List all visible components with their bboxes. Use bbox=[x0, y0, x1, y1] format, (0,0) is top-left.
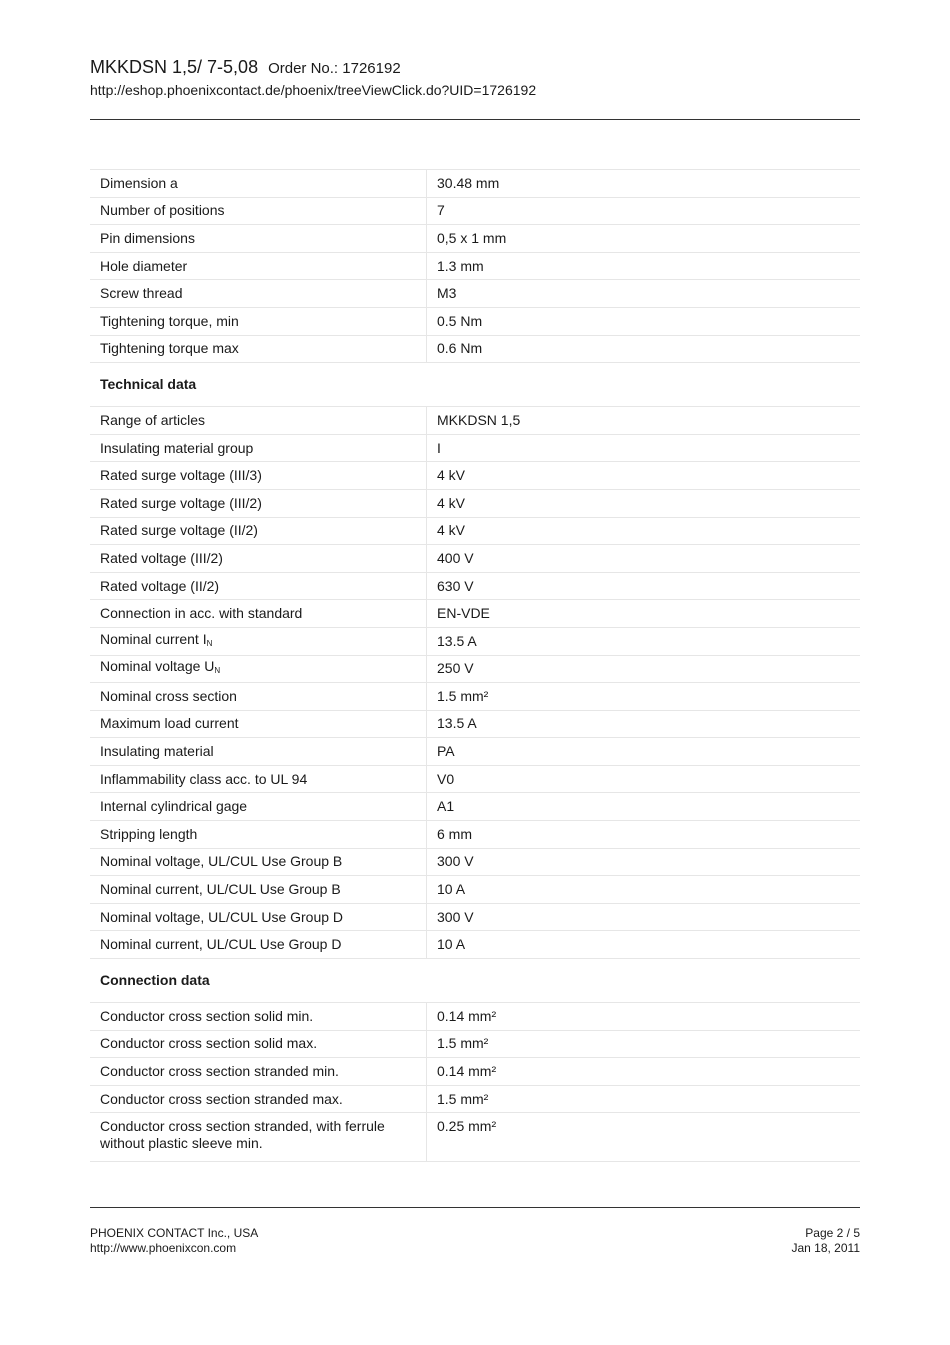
row-label: Conductor cross section solid max. bbox=[90, 1030, 427, 1058]
row-label: Rated surge voltage (III/2) bbox=[90, 489, 427, 517]
row-value: 400 V bbox=[427, 545, 861, 573]
table-row bbox=[90, 434, 860, 462]
row-label: Tightening torque max bbox=[90, 335, 427, 363]
row-value: 0.5 Nm bbox=[427, 307, 861, 335]
page-header bbox=[90, 56, 860, 99]
row-label: Pin dimensions bbox=[90, 225, 427, 253]
nominal-current-label: Nominal current I bbox=[100, 630, 207, 647]
table-row bbox=[90, 252, 860, 280]
row-value: I bbox=[427, 434, 861, 462]
row-label: Nominal current, UL/CUL Use Group D bbox=[90, 931, 427, 959]
row-value: 300 V bbox=[427, 848, 861, 876]
table-row bbox=[90, 1058, 860, 1086]
table-row bbox=[90, 710, 860, 738]
company-website[interactable]: http://www.phoenixcon.com bbox=[90, 1241, 237, 1255]
row-label: Inflammability class acc. to UL 94 bbox=[90, 765, 427, 793]
company-name: PHOENIX CONTACT Inc., USA bbox=[90, 1226, 259, 1240]
row-label: Nominal current, UL/CUL Use Group B bbox=[90, 876, 427, 904]
technical-data-table bbox=[90, 406, 860, 959]
table-row bbox=[90, 627, 860, 655]
row-value: EN-VDE bbox=[427, 600, 861, 628]
title-line bbox=[90, 56, 860, 80]
table-row bbox=[90, 545, 860, 573]
row-value: PA bbox=[427, 738, 861, 766]
row-value: 630 V bbox=[427, 572, 861, 600]
row-label: Dimension a bbox=[90, 170, 427, 198]
table-row bbox=[90, 517, 860, 545]
row-label bbox=[90, 655, 427, 683]
table-row bbox=[90, 848, 860, 876]
row-value: 0.14 mm² bbox=[427, 1003, 861, 1031]
table-row bbox=[90, 821, 860, 849]
table-row bbox=[90, 489, 860, 517]
row-value: 10 A bbox=[427, 931, 861, 959]
row-label: Maximum load current bbox=[90, 710, 427, 738]
row-label: Nominal voltage, UL/CUL Use Group D bbox=[90, 903, 427, 931]
table-row bbox=[90, 931, 860, 959]
footer-left bbox=[90, 1226, 258, 1256]
row-label: Conductor cross section stranded, with ferrule without plastic sleeve min. bbox=[90, 1113, 427, 1162]
table-row bbox=[90, 1003, 860, 1031]
row-value: 10 A bbox=[427, 876, 861, 904]
row-label: Conductor cross section stranded min. bbox=[90, 1058, 427, 1086]
row-value: M3 bbox=[427, 280, 861, 308]
table-row bbox=[90, 407, 860, 435]
table-row bbox=[90, 225, 860, 253]
table-row bbox=[90, 1085, 860, 1113]
table-row bbox=[90, 683, 860, 711]
row-label: Rated voltage (III/2) bbox=[90, 545, 427, 573]
table-row bbox=[90, 765, 860, 793]
row-value: 0.25 mm² bbox=[427, 1113, 861, 1162]
table-row bbox=[90, 170, 860, 198]
table-row bbox=[90, 876, 860, 904]
nominal-voltage-label: Nominal voltage U bbox=[100, 658, 215, 675]
row-label: Number of positions bbox=[90, 197, 427, 225]
product-url[interactable]: http://eshop.phoenixcontact.de/phoenix/treeViewClick.do?UID=1726192 bbox=[90, 82, 537, 98]
table-row bbox=[90, 655, 860, 683]
row-label: Insulating material group bbox=[90, 434, 427, 462]
row-value: 4 kV bbox=[427, 489, 861, 517]
row-value: 300 V bbox=[427, 903, 861, 931]
row-value: 250 V bbox=[427, 655, 861, 683]
section-title-connection: Connection data bbox=[100, 972, 210, 989]
row-value: 7 bbox=[427, 197, 861, 225]
row-label: Rated surge voltage (III/3) bbox=[90, 462, 427, 490]
row-value: 13.5 A bbox=[427, 627, 861, 655]
row-value: 1.3 mm bbox=[427, 252, 861, 280]
row-label: Stripping length bbox=[90, 821, 427, 849]
table-row bbox=[90, 1113, 860, 1162]
table-row bbox=[90, 197, 860, 225]
header-divider bbox=[90, 119, 860, 120]
row-label bbox=[90, 627, 427, 655]
section-title-technical: Technical data bbox=[100, 376, 197, 393]
row-label: Insulating material bbox=[90, 738, 427, 766]
table-row bbox=[90, 572, 860, 600]
table-row bbox=[90, 793, 860, 821]
row-value: 0,5 x 1 mm bbox=[427, 225, 861, 253]
page-number: Page 2 / 5 bbox=[805, 1226, 860, 1240]
footer-right bbox=[791, 1226, 860, 1256]
row-value: 30.48 mm bbox=[427, 170, 861, 198]
row-value: 4 kV bbox=[427, 462, 861, 490]
subscript: N bbox=[214, 666, 221, 676]
table-row bbox=[90, 307, 860, 335]
row-value: 0.6 Nm bbox=[427, 335, 861, 363]
row-label: Range of articles bbox=[90, 407, 427, 435]
row-label: Conductor cross section solid min. bbox=[90, 1003, 427, 1031]
table-row bbox=[90, 280, 860, 308]
row-value: 1.5 mm² bbox=[427, 683, 861, 711]
row-label: Conductor cross section stranded max. bbox=[90, 1085, 427, 1113]
row-label: Rated surge voltage (II/2) bbox=[90, 517, 427, 545]
row-label: Nominal cross section bbox=[90, 683, 427, 711]
row-label: Hole diameter bbox=[90, 252, 427, 280]
row-label: Connection in acc. with standard bbox=[90, 600, 427, 628]
row-label: Rated voltage (II/2) bbox=[90, 572, 427, 600]
footer-divider bbox=[90, 1207, 860, 1208]
row-value: 1.5 mm² bbox=[427, 1085, 861, 1113]
row-label: Nominal voltage, UL/CUL Use Group B bbox=[90, 848, 427, 876]
table-row bbox=[90, 600, 860, 628]
row-label: Tightening torque, min bbox=[90, 307, 427, 335]
table-row bbox=[90, 335, 860, 363]
row-value: 1.5 mm² bbox=[427, 1030, 861, 1058]
row-value: 13.5 A bbox=[427, 710, 861, 738]
dimensions-table bbox=[90, 169, 860, 363]
table-row bbox=[90, 462, 860, 490]
table-row bbox=[90, 1030, 860, 1058]
spec-content bbox=[90, 169, 860, 1162]
table-row bbox=[90, 903, 860, 931]
row-value: 4 kV bbox=[427, 517, 861, 545]
row-value: A1 bbox=[427, 793, 861, 821]
connection-data-table bbox=[90, 1002, 860, 1162]
product-name: MKKDSN 1,5/ 7-5,08 bbox=[90, 57, 259, 77]
row-value: 0.14 mm² bbox=[427, 1058, 861, 1086]
row-label: Screw thread bbox=[90, 280, 427, 308]
row-value: 6 mm bbox=[427, 821, 861, 849]
row-value: V0 bbox=[427, 765, 861, 793]
table-row bbox=[90, 738, 860, 766]
order-number: Order No.: 1726192 bbox=[268, 60, 401, 77]
document-date: Jan 18, 2011 bbox=[791, 1241, 860, 1255]
subscript: N bbox=[206, 638, 213, 648]
row-value: MKKDSN 1,5 bbox=[427, 407, 861, 435]
row-label: Internal cylindrical gage bbox=[90, 793, 427, 821]
